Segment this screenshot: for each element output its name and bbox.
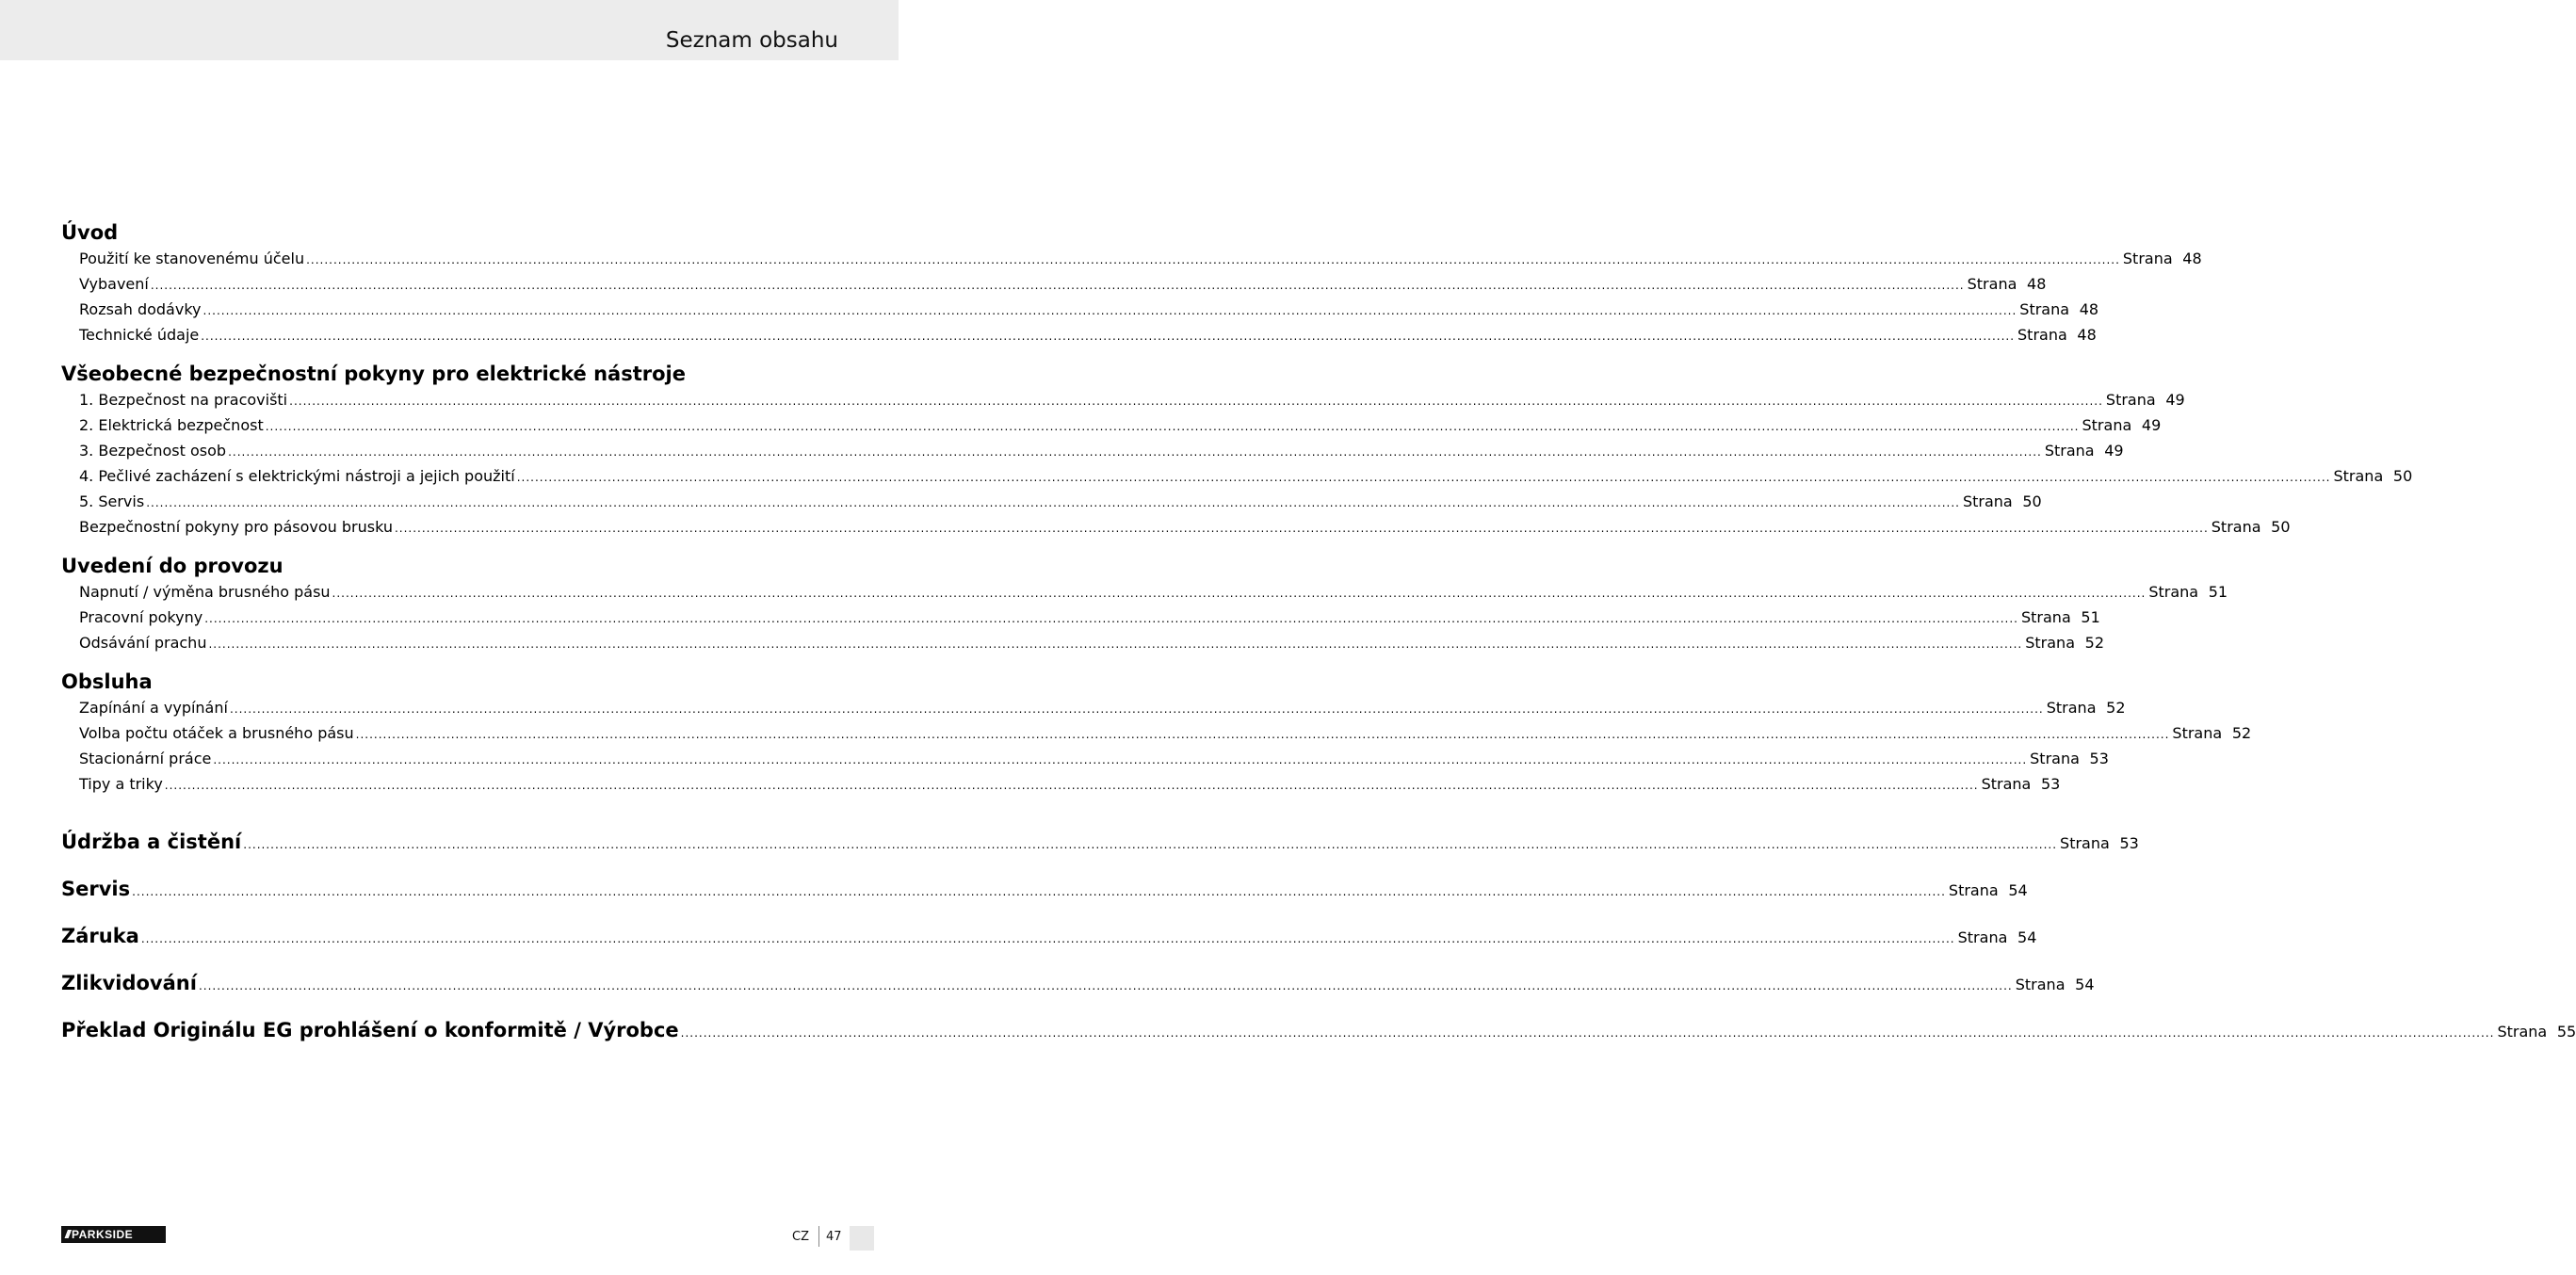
toc-entry <box>61 515 2291 541</box>
entry-page: 52 <box>2231 724 2252 742</box>
section-title: Překlad Originálu EG prohlášení o konformitě / Výrobce <box>61 1019 679 1041</box>
leader-dots: ................................................................................................................................................................................................................................................................................................................................................................................................................ <box>204 612 2018 625</box>
section-page: 54 <box>2075 976 2095 993</box>
toc-section-row <box>61 903 2037 950</box>
toc-entry <box>61 747 2109 772</box>
leader-dots: ................................................................................................................................................................................................................................................................................................................................................................................................................ <box>203 304 2017 317</box>
leader-dots: ................................................................................................................................................................................................................................................................................................................................................................................................................ <box>229 702 2044 716</box>
toc-entry <box>61 721 2252 747</box>
entry-page: 52 <box>2084 634 2104 652</box>
entry-page: 48 <box>2077 326 2097 344</box>
leader-dots: ................................................................................................................................................................................................................................................................................................................................................................................................................ <box>150 279 1965 292</box>
section-title: Obsluha <box>61 670 153 693</box>
entry-page: 51 <box>2081 608 2100 626</box>
entry-page: 53 <box>2040 775 2061 793</box>
toc-section <box>61 360 2413 541</box>
toc-section <box>61 552 2228 656</box>
entry-page: 49 <box>2165 391 2185 409</box>
entry-label: 5. Servis <box>79 492 145 510</box>
toc-entry <box>61 605 2100 631</box>
page-word: Strana <box>1967 275 2017 293</box>
page-title: Seznam obsahu <box>665 28 838 53</box>
entry-label: Bezpečnostní pokyny pro pásovou brusku <box>79 518 393 536</box>
leader-dots: ................................................................................................................................................................................................................................................................................................................................................................................................................ <box>265 420 2080 433</box>
page-word: Strana <box>2020 608 2071 626</box>
entry-label: 1. Bezpečnost na pracovišti <box>79 391 288 409</box>
entry-page: 48 <box>2182 250 2202 267</box>
page-word: Strana <box>1948 881 1999 899</box>
toc-entry <box>61 580 2228 605</box>
toc-entry <box>61 413 2162 439</box>
leader-dots: ................................................................................................................................................................................................................................................................................................................................................................................................................ <box>213 753 2028 767</box>
entry-page: 52 <box>2106 699 2126 717</box>
entry-page: 50 <box>2022 492 2042 510</box>
entry-label: Pracovní pokyny <box>79 608 203 626</box>
section-title: Záruka <box>61 925 139 947</box>
leader-dots: ................................................................................................................................................................................................................................................................................................................................................................................................................ <box>289 395 2103 408</box>
page-word: Strana <box>2060 834 2110 852</box>
toc-section <box>61 218 2202 348</box>
page-word: Strana <box>2122 250 2173 267</box>
page-word: Strana <box>2046 699 2097 717</box>
leader-dots: ................................................................................................................................................................................................................................................................................................................................................................................................................ <box>146 496 1960 509</box>
toc-entry <box>61 439 2124 464</box>
entry-label: Technické údaje <box>79 326 200 344</box>
page-word: Strana <box>2025 634 2075 652</box>
footer-divider <box>818 1226 819 1247</box>
logo-slashes: /// <box>65 1228 70 1241</box>
page-word: Strana <box>2497 1023 2548 1041</box>
leader-dots: ................................................................................................................................................................................................................................................................................................................................................................................................................ <box>332 587 2147 600</box>
entry-page: 48 <box>2079 300 2099 318</box>
entry-page: 50 <box>2392 467 2413 485</box>
logo-text: PARKSIDE <box>72 1228 134 1241</box>
leader-dots: ................................................................................................................................................................................................................................................................................................................................................................................................................ <box>516 471 2331 484</box>
page-word: Strana <box>2333 467 2384 485</box>
leader-dots: ................................................................................................................................................................................................................................................................................................................................................................................................................ <box>198 979 2013 993</box>
leader-dots: ................................................................................................................................................................................................................................................................................................................................................................................................................ <box>228 445 2042 459</box>
leader-dots: ................................................................................................................................................................................................................................................................................................................................................................................................................ <box>355 728 2170 741</box>
toc-entry <box>61 298 2099 323</box>
toc-section <box>61 668 2252 798</box>
toc-entry <box>61 272 2047 298</box>
parkside-logo <box>61 1226 166 1243</box>
page-word: Strana <box>1962 492 2013 510</box>
page-word: Strana <box>2148 583 2199 601</box>
entry-label: Napnutí / výměna brusného pásu <box>79 583 331 601</box>
page-word: Strana <box>1981 775 2032 793</box>
leader-dots: ................................................................................................................................................................................................................................................................................................................................................................................................................ <box>208 638 2023 651</box>
section-title: Zlikvidování <box>61 972 197 994</box>
entry-page: 53 <box>2089 750 2109 767</box>
toc-entry <box>61 490 2042 515</box>
page-word: Strana <box>2211 518 2261 536</box>
toc-section-row <box>61 856 2028 903</box>
page-word: Strana <box>2044 442 2095 460</box>
section-page: 54 <box>2017 928 2037 946</box>
page-word: Strana <box>1957 928 2008 946</box>
table-of-contents <box>61 218 2576 1044</box>
page-word: Strana <box>2019 300 2070 318</box>
entry-label: Použití ke stanovenému účelu <box>79 250 305 267</box>
entry-label: Rozsah dodávky <box>79 300 202 318</box>
footer-tab-box <box>850 1226 874 1251</box>
toc-entry <box>61 772 2061 798</box>
toc-section-row <box>61 997 2576 1044</box>
section-title: Úvod <box>61 221 119 244</box>
toc-section-row <box>61 950 2095 997</box>
leader-dots: ................................................................................................................................................................................................................................................................................................................................................................................................................ <box>306 253 2120 266</box>
page-number: 47 <box>826 1230 842 1244</box>
section-title: Servis <box>61 878 131 900</box>
entry-page: 50 <box>2271 518 2291 536</box>
entry-label: 4. Pečlivé zacházení s elektrickými nástroji a jejich použití <box>79 467 515 485</box>
toc-entry <box>61 323 2097 348</box>
page-word: Strana <box>2015 976 2066 993</box>
toc-entry <box>61 388 2185 413</box>
page-word: Strana <box>2082 416 2132 434</box>
section-title: Údržba a čistění <box>61 831 242 853</box>
leader-dots: ................................................................................................................................................................................................................................................................................................................................................................................................................ <box>140 932 1955 945</box>
entry-page: 51 <box>2208 583 2228 601</box>
leader-dots: ................................................................................................................................................................................................................................................................................................................................................................................................................ <box>164 779 1979 792</box>
leader-dots: ................................................................................................................................................................................................................................................................................................................................................................................................................ <box>680 1026 2495 1040</box>
toc-entry <box>61 631 2104 656</box>
section-page: 55 <box>2556 1023 2576 1041</box>
entry-label: Stacionární práce <box>79 750 212 767</box>
entry-page: 48 <box>2027 275 2047 293</box>
entry-label: Tipy a triky <box>79 775 163 793</box>
leader-dots: ................................................................................................................................................................................................................................................................................................................................................................................................................ <box>132 885 1946 898</box>
toc-section-row <box>61 809 2139 856</box>
entry-page: 49 <box>2104 442 2124 460</box>
section-page: 53 <box>2119 834 2139 852</box>
toc-entry <box>61 464 2413 490</box>
entry-label: Zapínání a vypínání <box>79 699 228 717</box>
entry-page: 49 <box>2141 416 2162 434</box>
entry-label: Vybavení <box>79 275 149 293</box>
entry-label: 3. Bezpečnost osob <box>79 442 227 460</box>
toc-entry <box>61 247 2202 272</box>
page-word: Strana <box>2105 391 2156 409</box>
toc-entry <box>61 696 2126 721</box>
section-title: Všeobecné bezpečnostní pokyny pro elektrické nástroje <box>61 363 686 385</box>
section-page: 54 <box>2008 881 2028 899</box>
leader-dots: ................................................................................................................................................................................................................................................................................................................................................................................................................ <box>243 838 2058 851</box>
page-word: Strana <box>2172 724 2223 742</box>
language-code: CZ <box>792 1230 809 1244</box>
entry-label: 2. Elektrická bezpečnost <box>79 416 264 434</box>
section-title: Uvedení do provozu <box>61 555 284 577</box>
page-word: Strana <box>2030 750 2080 767</box>
leader-dots: ................................................................................................................................................................................................................................................................................................................................................................................................................ <box>394 522 2209 535</box>
page-word: Strana <box>2017 326 2067 344</box>
leader-dots: ................................................................................................................................................................................................................................................................................................................................................................................................................ <box>201 330 2016 343</box>
entry-label: Volba počtu otáček a brusného pásu <box>79 724 354 742</box>
entry-label: Odsávání prachu <box>79 634 207 652</box>
